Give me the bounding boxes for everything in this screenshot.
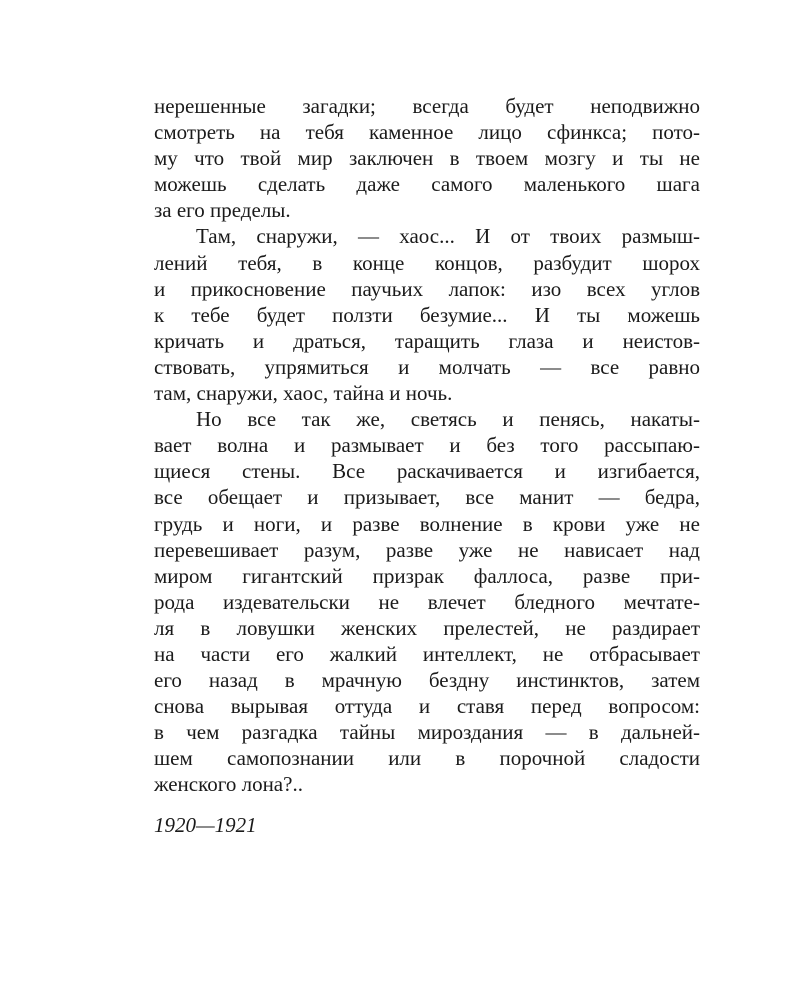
text-line: грудь и ноги, и разве волнение в крови уже не [154,511,700,536]
text-line: му что твой мир заключен в твоем мозгу и ты не [154,146,700,171]
text-line: Там, снаружи, — хаос... И от твоих размыш- [196,224,700,249]
text-line: за его пределы. [154,198,291,223]
text-line: перевешивает разум, разве уже не нависает над [154,537,700,562]
text-line: все обещает и призывает, все манит — бедра, [154,485,700,510]
text-line: ствовать, упрямиться и молчать — все равно [154,354,700,379]
text-line: смотреть на тебя каменное лицо сфинкса; пото- [154,120,700,145]
text-line: к тебе будет ползти безумие... И ты можешь [154,302,700,327]
text-line: женского лона?.. [154,772,303,797]
paragraph [154,93,700,223]
text-line: можешь сделать даже самого маленького шага [154,172,700,197]
page-text [154,93,700,798]
text-line: миром гигантский призрак фаллоса, разве при- [154,563,700,588]
text-line: там, снаружи, хаос, тайна и ночь. [154,381,453,406]
text-line: шем самопознании или в порочной сладости [154,746,700,771]
text-line: кричать и драться, таращить глаза и неистов- [154,328,700,353]
text-line: щиеся стены. Все раскачивается и изгибается, [154,459,700,484]
paragraph [154,223,700,406]
text-line: в чем разгадка тайны мироздания — в дальней- [154,720,700,745]
dates-signature: 1920—1921 [154,813,257,837]
text-line: и прикосновение паучьих лапок: изо всех углов [154,276,700,301]
text-line: на части его жалкий интеллект, не отбрасывает [154,641,700,666]
text-line: снова вырывая оттуда и ставя перед вопросом: [154,694,700,719]
text-line: вает волна и размывает и без того рассыпаю- [154,433,700,458]
text-line: Но все так же, светясь и пенясь, накаты- [196,407,700,432]
text-line: рода издевательски не влечет бледного мечтате- [154,589,700,614]
paragraph [154,406,700,797]
text-line: ля в ловушки женских прелестей, не раздирает [154,615,700,640]
text-line: его назад в мрачную бездну инстинктов, затем [154,668,700,693]
text-line: нерешенные загадки; всегда будет неподвижно [154,94,700,118]
text-line: лений тебя, в конце концов, разбудит шорох [154,250,700,275]
